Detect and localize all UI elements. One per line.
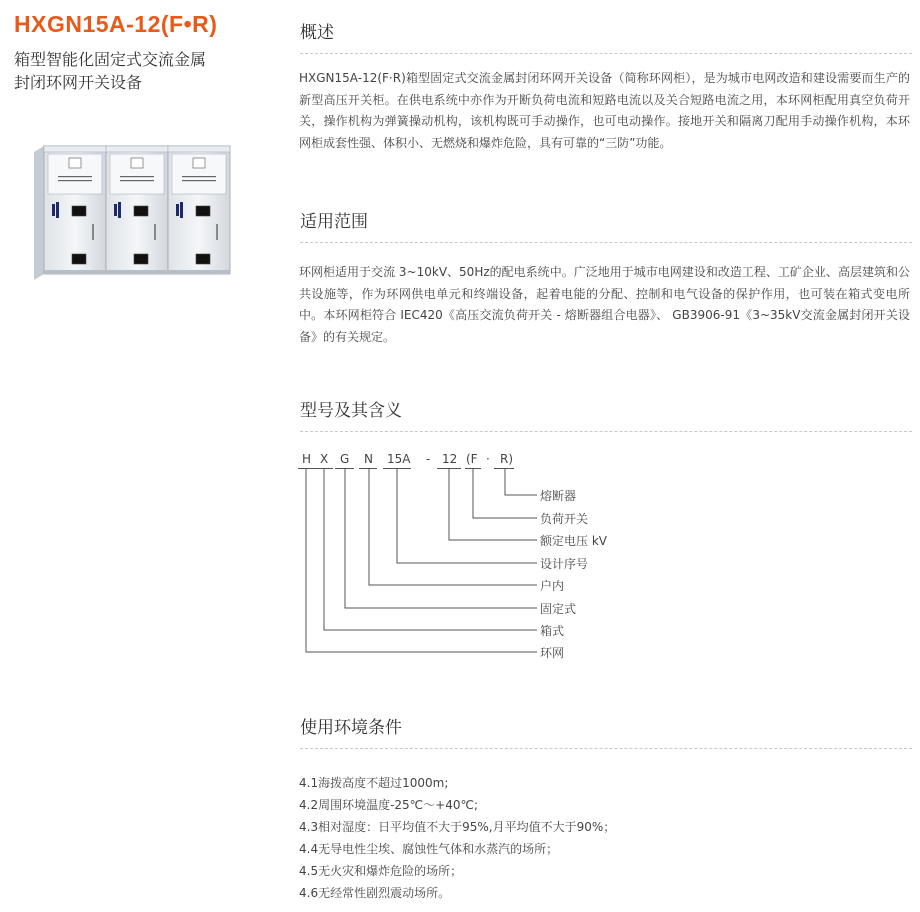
condition-item: 4.1海拨高度不超过1000m; bbox=[299, 776, 449, 790]
condition-item: 4.4无导电性尘埃、腐蚀性气体和水蒸汽的场所； bbox=[299, 842, 559, 856]
subtitle-line-2: 封闭环网开关设备 bbox=[14, 73, 143, 92]
condition-item: 4.6无经常性剧烈震动场所。 bbox=[299, 886, 451, 900]
overview-paragraph: HXGN15A-12(F·R)箱型固定式交流金属封闭环网开关设备（简称环网柜），是为城市电网改造和建设需要而生产的新型高压开关柜。在供电系统中亦作为开断负荷电流和短路电流以及关合短路电流之用，本环网柜配用真空负荷开关，操作机构为弹簧操动机构，该机构既可手动操作，也可电动操作。接地开关和隔离刀配用手动操作机构，本环网柜成套性强、体积小、无燃烧和爆炸危险，具有可靠的“三防”功能。 bbox=[299, 71, 910, 150]
meaning-label: 额定电压 kV bbox=[540, 534, 607, 548]
section-title-overview: 概述 bbox=[300, 23, 334, 43]
code-part: N bbox=[364, 452, 373, 466]
scope-paragraph: 环网柜适用于交流 3~10kV、50Hz的配电系统中。广泛地用于城市电网建设和改造工程、工矿企业、高层建筑和公共设施等，作为环网供电单元和终端设备，起着电能的分配、控制和电气设备的保护作用，也可装在箱式变电所 中。本环网柜符合 IEC420《高压交流负荷开关 - 熔断器组合电器》、 GB3906-91《3~35kV交流金属封闭开关设备》的有关规定。 bbox=[299, 265, 910, 344]
code-part: (F bbox=[466, 452, 478, 466]
code-part: G bbox=[340, 452, 350, 466]
code-part: X bbox=[320, 452, 329, 466]
meaning-label: 固定式 bbox=[540, 602, 577, 616]
code-part: R) bbox=[500, 452, 514, 466]
section-title-model: 型号及其含义 bbox=[300, 401, 402, 421]
conditions-list bbox=[299, 772, 615, 904]
code-part: H bbox=[302, 452, 312, 466]
code-part: - bbox=[426, 452, 431, 466]
condition-item: 4.3相对湿度：日平均值不大于95%,月平均值不大于90%； bbox=[299, 820, 616, 834]
condition-item: 4.2周围环境温度-25℃～+40℃; bbox=[299, 798, 479, 812]
section-divider bbox=[300, 748, 912, 749]
product-title: HXGN15A-12(F•R) bbox=[14, 11, 218, 37]
meaning-label: 熔断器 bbox=[540, 489, 577, 503]
meaning-label: 负荷开关 bbox=[540, 512, 589, 526]
code-part: 15A bbox=[387, 452, 411, 466]
section-title-conditions: 使用环境条件 bbox=[300, 718, 402, 738]
condition-item: 4.5无火灾和爆炸危险的场所； bbox=[299, 864, 463, 878]
code-part: 12 bbox=[442, 452, 458, 466]
meaning-label: 箱式 bbox=[540, 624, 565, 638]
meaning-label: 户内 bbox=[540, 579, 565, 593]
code-part: · bbox=[486, 452, 490, 466]
section-title-scope: 适用范围 bbox=[300, 212, 368, 232]
meaning-label: 设计序号 bbox=[540, 557, 589, 571]
subtitle-line-1: 箱型智能化固定式交流金属 bbox=[14, 50, 207, 69]
meaning-label: 环网 bbox=[540, 646, 565, 660]
